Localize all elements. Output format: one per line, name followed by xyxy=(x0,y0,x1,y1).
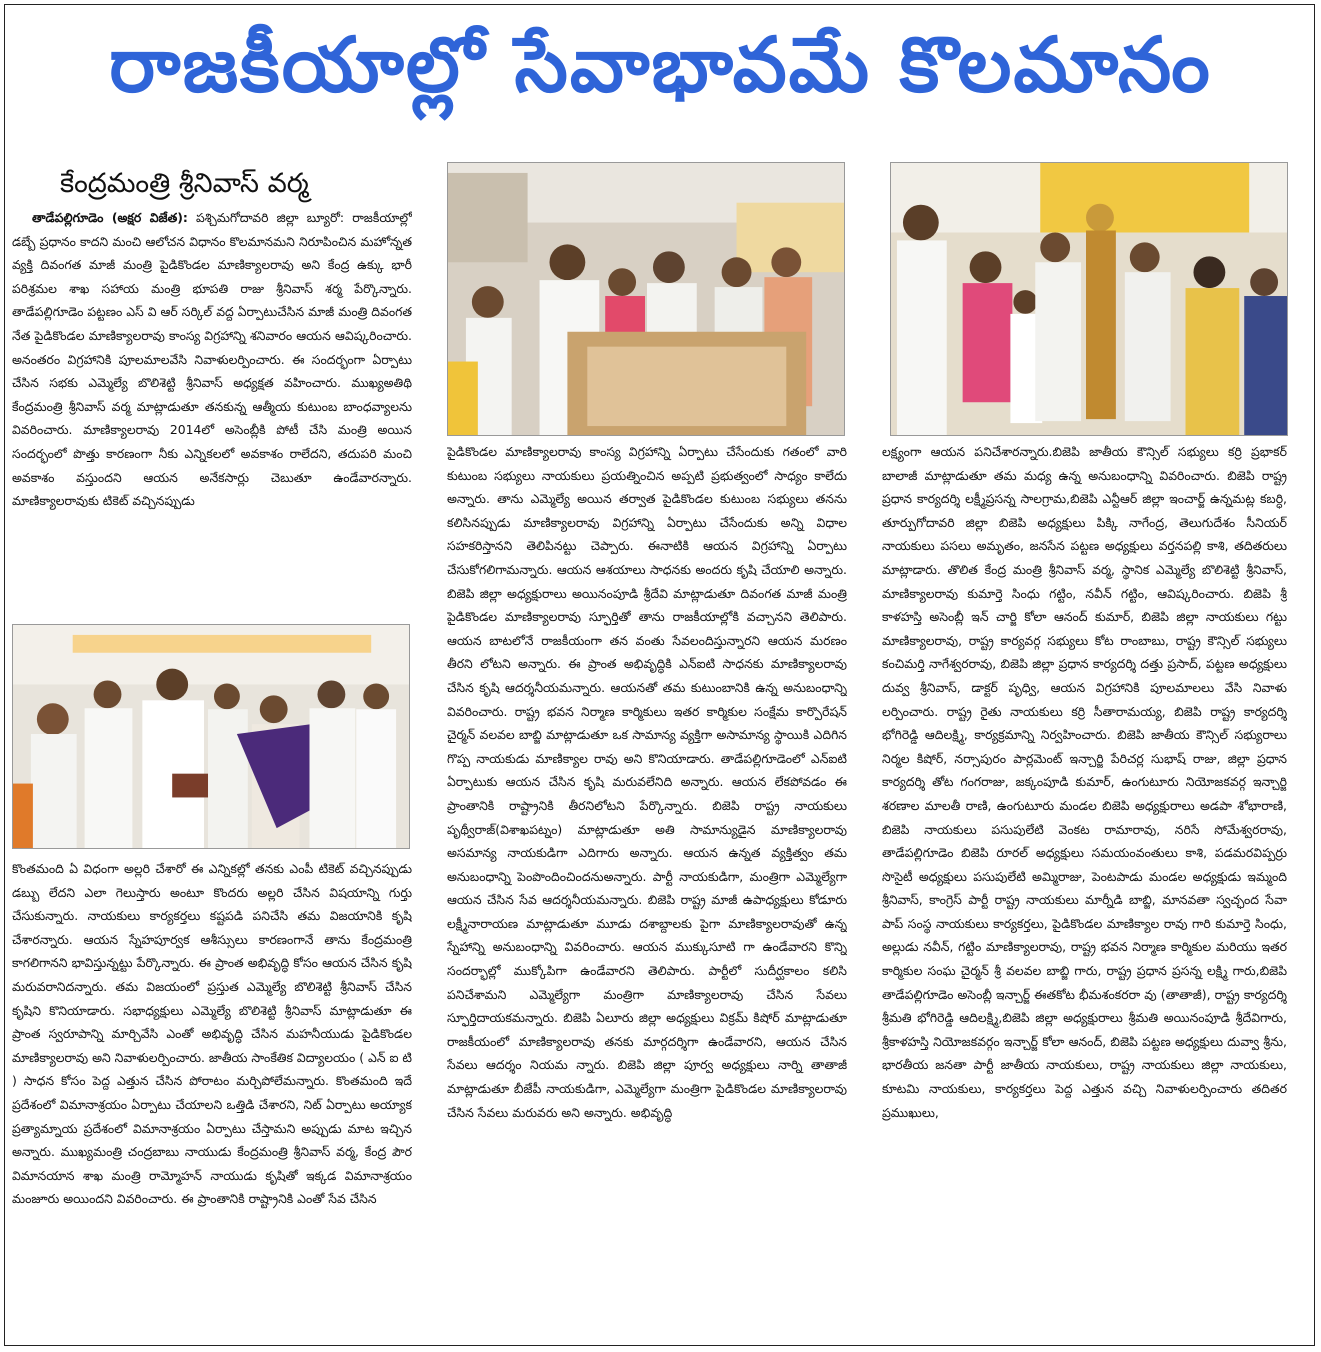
headline: రాజకీయాల్లో సేవాభావమే కొలమానం xyxy=(109,20,1212,109)
article-text: పశ్చిమగోదావరి జిల్లా బ్యూరో: రాజకీయాల్లో డబ్బే ప్రధానం కాదని మంచి ఆలోచన విధానం కొలమానమని నిరూపించిన మహోన్నత వ్యక్తి దివంగత మాజీ మంత్రి పైడికొండల మాణిక్యాలరావు అని కేంద్ర ఉక్కు భారీ పరిశ్రమల శాఖ సహాయ మంత్రి భూపతి రాజు శ్రీనివాస్ శర్మ పేర్కొన్నారు. తాడేపల్లిగూడెం పట్టణం ఎస్ వి ఆర్ సర్కిల్ వద్ద ఏర్పాటుచేసిన మాజీ మంత్రి దివంగత నేత పైడికొండల మాణిక్యాలరావు కాంస్య విగ్రహాన్ని శనివారం ఆయన ఆవిష్కరించారు. అనంతరం విగ్రహానికి పూలమాలవేసి నివాళులర్పించారు. ఈ సందర్భంగా ఏర్పాటు చేసిన సభకు ఎమ్మెల్యే బొలిశెట్టి శ్రీనివాస్ అధ్యక్షత వహించారు. ముఖ్యఅతిథి కేంద్రమంత్రి శ్రీనివాస్ వర్మ మాట్లాడుతూ తనకున్న ఆత్మీయ కుటుంబ బాంధవ్యాలను వివరించారు. మాణిక్యాలరావు 2014లో అసెంబ్లీకి పోటీ చేసి మంత్రి అయిన సందర్భంలో పొత్తు కారణంగా నీకు ఎన్నికలలో అవకాశం రాలేదని, తదుపరి మంచి అవకాశం వస్తుందని ఆయన అనేకసార్లు చెబుతూ ఉండేవారన్నారు. మాణిక్యాలరావుకు టికెట్ వచ్చినప్పుడు xyxy=(12,210,412,509)
subheadline: కేంద్రమంత్రి శ్రీనివాస్ వర్మ xyxy=(60,168,309,199)
felicitation-photo xyxy=(12,624,410,849)
article-text: కొంతమంది ఏ విధంగా అల్లరి చేశారో ఈ ఎన్నికల్లో తనకు ఎంపీ టికెట్ వచ్చినప్పుడు డబ్బు లేదని ఎలా గెలుస్తారు అంటూ కొందరు అల్లరి చేసిన విషయాన్ని గుర్తు చేసుకున్నారు. నాయకులు కార్యకర్తలు కష్టపడి పనిచేసి తమ విజయానికి కృషి చేశారన్నారు. ఆయన స్నేహపూర్వక ఆశీస్సులు కారణంగానే తాను కేంద్రమంత్రి కాగలిగానని భావిస్తున్నట్టు పేర్కొన్నారు. ఈ ప్రాంత అభివృద్ధి కోసం ఆయన చేసిన కృషి మరువరానిదన్నారు. తమ విజయంలో ప్రస్తుత ఎమ్మెల్యే బొలిశెట్టి శ్రీనివాస్ చేసిన కృషిని కొనియాడారు. సభాధ్యక్షులు ఎమ్మెల్యే బొలిశెట్టి శ్రీనివాస్ మాట్లాడుతూ ఈ ప్రాంత స్వరూపాన్ని మార్చివేసి ఎంతో అభివృద్ధి చేసిన మహనీయుడు పైడికొండల మాణిక్యాలరావు అని నివాళులర్పించారు. జాతీయ సాంకేతిక విద్యాలయం ( ఎన్ ఐ టి ) సాధన కోసం పెద్ద ఎత్తున చేసిన పోరాటం మర్చిపోలేమన్నారు. కొంతమంది ఇదే ప్రదేశంలో విమానాశ్రయం ఏర్పాటు చేయాలని ఒత్తిడి చేశారని, నిట్ ఏర్పాటు అయ్యాక ప్రత్యామ్నాయ ప్రదేశంలో విమానాశ్రయం ఏర్పాటు చేస్తామని అప్పుడు మాట ఇచ్చిన అన్నారు. ముఖ్యమంత్రి చంద్రబాబు నాయుడు కేంద్రమంత్రి శ్రీనివాస్ వర్మ, కేంద్ర పౌర విమానయాన శాఖ మంత్రి రామ్మోహన్ నాయుడు కృషితో ఇక్కడ విమానాశ్రయం మంజూరు అయిందని వివరించారు. ఈ ప్రాంతానికి రాష్ట్రానికి ఎంతో సేవ చేసిన xyxy=(12,861,412,1207)
podium-speech-photo xyxy=(447,162,845,436)
article-text: లక్ష్యంగా ఆయన పనిచేశారన్నారు.బిజెపి జాతీయ కౌన్సిల్ సభ్యులు కర్రి ప్రభాకర్ బాలాజీ మాట్లాడుతూ తమ మధ్య ఉన్న అనుబంధాన్ని వివరించారు. బిజెపి రాష్ట్ర ప్రధాన కార్యదర్శి లక్ష్మీప్రసన్న సాలగ్రామ,బిజెపి ఎన్టీఆర్ జిల్లా ఇంచార్జ్ ఉన్నమట్ల కబర్ధి, తూర్పుగోదావరి జిల్లా బిజెపి అధ్యక్షులు పిక్కి నాగేంద్ర, తెలుగుదేశం సీనియర్ నాయకులు పసలు అమృతం, జనసేన పట్టణ అధ్యక్షులు వర్తనపల్లి కాశి, తదితరులు మాట్లాడారు. తొలిత కేంద్ర మంత్రి శ్రీనివాస్ వర్మ, స్థానిక ఎమ్మెల్యే బొలిశెట్టి శ్రీనివాస్, మాణిక్యాలరావు కుమార్తె సింధు గట్టిం, నవీన్ గట్టిం, ఆవిష్కరించారు. బిజెపి శ్రీ కాళహస్తి అసెంబ్లీ ఇన్ చార్జి కోలా ఆనంద్ కుమార్, బిజెపి జిల్లా నాయకులు గట్టు మాణిక్యాలరావు, రాష్ట్ర కార్యవర్గ సభ్యులు కోట రాంబాబు, రాష్ట్ర కౌన్సిల్ సభ్యులు కంచిమర్తి నాగేశ్వరరావు, బిజెపి జిల్లా ప్రధాన కార్యదర్శి దత్తు ప్రసాద్, పట్టణ అధ్యక్షులు దువ్వ శ్రీనివాస్, డాక్టర్ పృధ్వి, ఆయన విగ్రహానికి పూలమాలలు వేసి నివాళు లర్పించారు. రాష్ట్ర రైతు నాయకులు కర్రి సీతారామయ్య, బిజెపి రాష్ట్ర కార్యదర్శి భోగిరెడ్డి ఆదిలక్ష్మి, కార్యక్రమాన్ని నిర్వహించారు. బిజెపి జాతీయ కౌన్సిల్ సభ్యురాలు నిర్మల కిషోర్, నర్సాపురం పార్లమెంట్ ఇన్చార్జి పేరిచర్ల సుభాష్ రాజు, జిల్లా ప్రధాన కార్యదర్శి తోట గంగరాజు, జక్కంపూడి కుమార్, ఉంగుటూరు నియోజకవర్గ ఇన్చార్జి శరణాల మాలతీ రాణి, ఉంగుటూరు మండల బిజెపి అధ్యక్షురాలు అడపా శోభారాణి, బిజెపి నాయకులు పసుపులేటి వెంకట రామారావు, నరిసే సోమేశ్వరరావు, తాడేపల్లిగూడెం బిజెపి రూరల్ అధ్యక్షులు సమయంవంతులు కాశి, పడమరవిప్పర్రు సొసైటీ అధ్యక్షులు పసుపులేటి అమ్మిరాజు, పెంటపాడు మండల అధ్యక్షుడు ఇమ్మంది శ్రీనివాస్, కాంగ్రెస్ పార్టీ రాష్ట్ర నాయకులు మార్నీడి బాబ్జి, మానవతా స్వచ్ఛంద సేవా పాప్ సంస్థ నాయకులు కార్యకర్తలు, పైడికొండల మాణిక్యాల రావు గారి కుమార్తె సింధు, అల్లుడు నవీన్, గట్టిం మాణిక్యాలరావు, రాష్ట్ర భవన నిర్మాణ కార్మికుల మరియు ఇతర కార్మికుల సంఘ చైర్మన్ శ్రీ వలవల బాబ్జి గారు, రాష్ట్ర ప్రధాన ప్రసన్న లక్ష్మి గారు,బిజెపి తాడేపల్లిగూడెం అసెంబ్లీ ఇన్చార్జ్ ఈతకోట భీమశంకరరా వు (తాతాజీ), రాష్ట్ర కార్యదర్శి శ్రీమతి భోగిరెడ్డి ఆదిలక్ష్మి,బిజెపి జిల్లా అధ్యక్షురాలు శ్రీమతి అయినంపూడి శ్రీదేవిగారు, శ్రీకాళహస్తి నియోజకవర్గం ఇన్చార్జ్ కోలా ఆనంద్, బిజెపి పట్టణ అధ్యక్షులు దువ్వా శ్రీను, భారతీయ జనతా పార్టీ జాతీయ నాయకులు, రాష్ట్ర నాయకులు జిల్లా నాయకులు, కూటమి నాయకులు, కార్యకర్తలు పెద్ద ఎత్తున వచ్చి నివాళులర్పించారు తదితర ప్రముఖులు, xyxy=(882,444,1287,1120)
dateline: తాడేపల్లిగూడెం (అక్షర విజేత): xyxy=(32,210,188,225)
article-column-2 xyxy=(447,440,847,1335)
article-column-3 xyxy=(882,440,1287,1335)
article-text: పైడికొండల మాణిక్యాలరావు కాంస్య విగ్రహాన్ని ఏర్పాటు చేసేందుకు గతంలో వారి కుటుంబ సభ్యులు నాయకులు ప్రయత్నించిన అప్పటి ప్రభుత్వంలో సాధ్యం కాలేదు అన్నారు. తాను ఎమ్మెల్యే అయిన తర్వాత పైడికొండల కుటుంబ సభ్యులు తనను కలిసినప్పుడు మాణిక్యాలరావు విగ్రహాన్ని ఏర్పాటు చేసేందుకు అన్ని విధాల సహకరిస్తానని తెలిపినట్టు చెప్పారు. ఈనాటికి ఆయన విగ్రహాన్ని ఏర్పాటు చేసుకోగలిగామన్నారు. ఆయన ఆశయాలు సాధనకు అందరు కృషి చేయాలి అన్నారు. బిజెపి జిల్లా అధ్యక్షురాలు అయినంపూడి శ్రీదేవి మాట్లాడుతూ దివంగత మాజీ మంత్రి పైడికొండల మాణిక్యాలరావు స్ఫూర్తితో తాను రాజకీయాల్లోకి వచ్చానని తెలిపారు. ఆయన బాటలోనే రాజకీయంగా తన వంతు సేవలందిస్తున్నారని ఆయన మరణం తీరని లోటని అన్నారు. ఈ ప్రాంత అభివృద్ధికి ఎన్ఐటి సాధనకు మాణిక్యాలరావు చేసిన కృషి ఆదర్శనీయమన్నారు. ఆయనతో తమ కుటుంబానికి ఉన్న అనుబంధాన్ని వివరించారు. రాష్ట్ర భవన నిర్మాణ కార్మికులు ఇతర కార్మికుల సంక్షేమ కార్పొరేషన్ చైర్మన్ వలవల బాబ్జి మాట్లాడుతూ ఒక సామాన్య వ్యక్తిగా అసామాన్య స్థాయికి ఎదిగిన గొప్ప నాయకుడు మాణిక్యాల రావు అని కొనియాడారు. తాడేపల్లిగూడెంలో ఎన్ఐటి ఏర్పాటుకు ఆయన చేసిన కృషి మరువలేనిది అన్నారు. ఆయన లేకపోవడం ఈ ప్రాంతానికి రాష్ట్రానికి తీరనిలోటని పేర్కొన్నారు. బిజెపి రాష్ట్ర నాయకులు పృథ్వీరాజ్(విశాఖపట్నం) మాట్లాడుతూ అతి సామాన్యుడైన మాణిక్యాలరావు అసమాన్య నాయకుడిగా ఎదిగారు అన్నారు. ఆయన ఉన్నత వ్యక్తిత్వం తమ అనుబంధాన్ని పెంపొందించిందనుఅన్నారు. పార్టీ నాయకుడిగా, మంత్రిగా ఎమ్మెల్యేగా ఆయన చేసిన సేవ ఆదర్శనీయమన్నారు. బిజెపి రాష్ట్ర మాజీ ఉపాధ్యక్షులు కోడూరు లక్ష్మీనారాయణ మాట్లాడుతూ మూడు దశాబ్దాలకు పైగా మాణిక్యాలరావుతో ఉన్న స్నేహాన్ని అనుబంధాన్ని వివరించారు. ఆయన ముక్కుసూటి గా ఉండేవారని కొన్ని సందర్భాల్లో ముక్కోపిగా ఉండేవారని తెలిపారు. పార్టీలో సుదీర్ఘకాలం కలిసి పనిచేశామని ఎమ్మెల్యేగా మంత్రిగా మాణిక్యాలరావు చేసిన సేవలు స్ఫూర్తిదాయకమన్నారు. బిజెపి ఏలూరు జిల్లా అధ్యక్షులు విక్రమ్ కిషోర్ మాట్లాడుతూ రాజకీయంలో మాణిక్యాలరావు తనకు మార్గదర్శిగా ఉండేవారని, ఆయన చేసిన సేవలు ఆదర్శం నియమ న్నారు. బిజెపి జిల్లా పూర్వ అధ్యక్షులు నార్ని తాతాజీ మాట్లాడుతూ బీజేపీ నాయకుడిగా, ఎమ్మెల్యేగా మంత్రిగా పైడికొండల మాణిక్యాలరావు చేసిన సేవలు మరువరు అని అన్నారు. అభివృద్ధి xyxy=(447,444,847,1120)
statue-unveiling-photo xyxy=(890,162,1288,436)
article-column-1-bottom xyxy=(12,857,412,1335)
article-column-1-top xyxy=(12,206,412,614)
